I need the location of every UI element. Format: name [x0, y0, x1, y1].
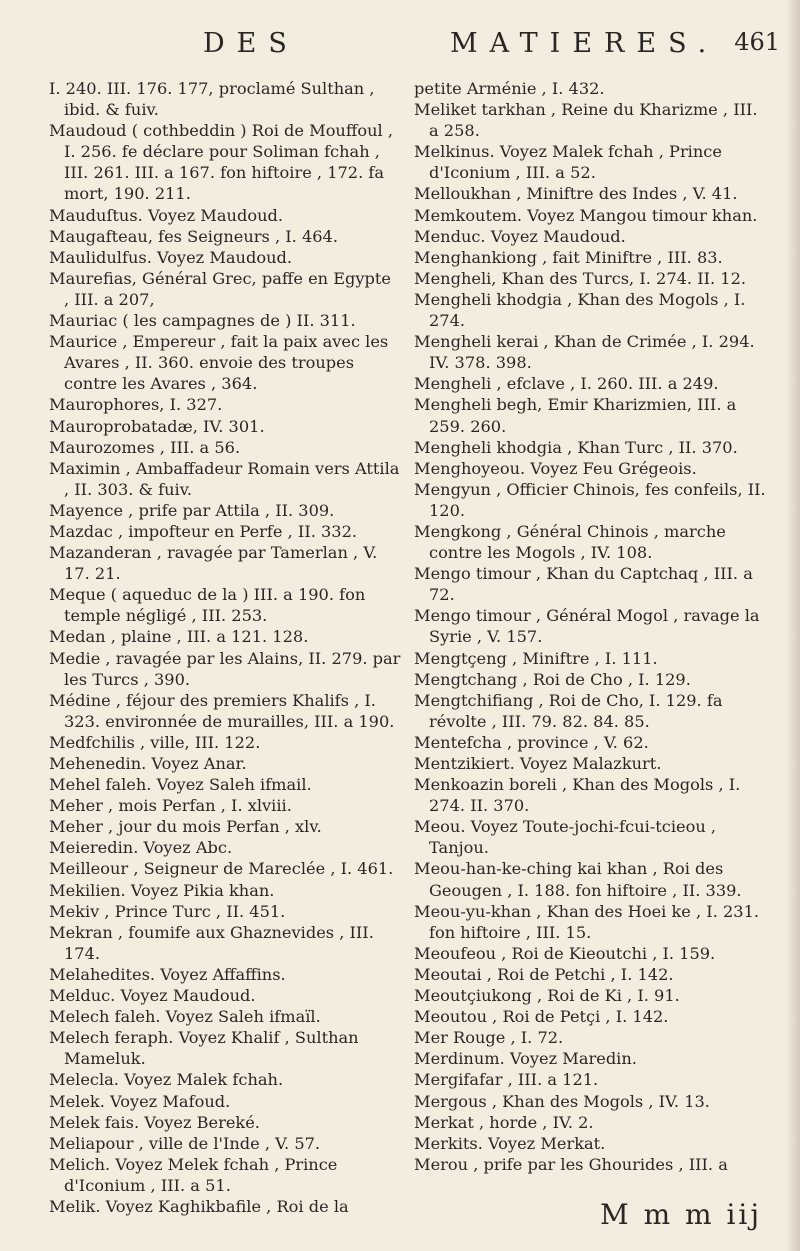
right-column	[414, 78, 766, 1175]
index-entry: Mer Rouge , I. 72.	[414, 1028, 564, 1048]
index-entry: Maudoud ( cothbeddin ) Roi de Mouffoul , I. 256. fe déclare pour Soliman fchah , III. 261. III. a 167. fon hiftoire , 172. fa mort, 190. 211.	[49, 121, 394, 204]
index-entry: Mergous , Khan des Mogols , IV. 13.	[414, 1091, 710, 1111]
index-entry: Melech faleh. Voyez Saleh ifmaïl.	[49, 1007, 321, 1027]
index-entry: Meoutçiukong , Roi de Ki , I. 91.	[414, 986, 680, 1006]
index-entry: Mengo timour , Khan du Captchaq , III. a 72.	[414, 564, 753, 605]
index-entry: Mazdac , impofteur en Perfe , II. 332.	[49, 521, 358, 541]
index-entry: Medfchilis , ville, III. 122.	[49, 732, 261, 752]
index-entry: Maugafteau, fes Seigneurs , I. 464.	[49, 226, 338, 246]
index-entry: Mauduſtus. Voyez Maudoud.	[49, 205, 283, 225]
index-entry: Meou-yu-khan , Khan des Hoei ke , I. 231. fon hiftoire , III. 15.	[414, 901, 760, 942]
index-entry: Melloukhan , Miniftre des Indes , V. 41.	[414, 184, 738, 204]
page-number: 461	[734, 28, 780, 56]
index-entry: Mengtchifiang , Roi de Cho, I. 129. fa révolte , III. 79. 82. 84. 85.	[414, 690, 723, 731]
index-entry: Meoutou , Roi de Petçi , I. 142.	[414, 1007, 669, 1027]
index-entry: Mauriac ( les campagnes de ) II. 311.	[49, 311, 356, 331]
index-entry: Melich. Voyez Melek fchah , Prince d'Iconium , III. a 51.	[49, 1154, 338, 1195]
index-entry: Meher , jour du mois Perfan , xlv.	[49, 817, 322, 837]
header-left: DES	[203, 28, 299, 59]
index-entry: Maulidulfus. Voyez Maudoud.	[49, 247, 293, 267]
index-entry: Melech feraph. Voyez Khalif , Sulthan Mameluk.	[49, 1028, 359, 1069]
index-entry: Melek fais. Voyez Bereké.	[49, 1112, 260, 1132]
index-entry: Maximin , Ambaffadeur Romain vers Attila , II. 303. & fuiv.	[49, 458, 400, 499]
index-entry: Mehenedin. Voyez Anar.	[49, 754, 247, 773]
index-entry: Mekran , foumife aux Ghaznevides , III. 174.	[49, 922, 374, 963]
left-column	[49, 78, 401, 1217]
index-entry: Melduc. Voyez Maudoud.	[49, 986, 256, 1006]
index-entry: Meher , mois Perfan , I. xlviii.	[49, 796, 292, 816]
running-header	[60, 28, 780, 68]
index-entry: Mengheli , efclave , I. 260. III. a 249.	[414, 374, 719, 394]
index-entry: Mazanderan , ravagée par Tamerlan , V. 17. 21.	[49, 543, 378, 584]
signature-mark: M m m iij	[600, 1198, 763, 1231]
index-entry: Melahedites. Voyez Affaffins.	[49, 964, 286, 984]
index-entry: Meilleour , Seigneur de Mareclée , I. 461.	[49, 859, 394, 879]
index-entry: Meliket tarkhan , Reine du Kharizme , III. a 258.	[414, 100, 758, 141]
index-entry: Melik. Voyez Kaghikbafile , Roi de la	[49, 1196, 349, 1216]
index-entry: Medie , ravagée par les Alains, II. 279. par les Turcs , 390.	[49, 648, 401, 689]
index-entry: Mergifafar , III. a 121.	[414, 1070, 599, 1090]
index-entry: Merkits. Voyez Merkat.	[414, 1133, 606, 1153]
index-entry: Mayence , prife par Attila , II. 309.	[49, 500, 335, 520]
index-entry: Mekilien. Voyez Pikia khan.	[49, 880, 275, 900]
index-entry: Menghoyeou. Voyez Feu Grégeois.	[414, 458, 697, 478]
index-entry: Mengheli, Khan des Turcs, I. 274. II. 12.	[414, 268, 747, 288]
index-entry: Melecla. Voyez Malek fchah.	[49, 1070, 284, 1090]
index-entry: Maurefias, Général Grec, paffe en Egypte , III. a 207,	[49, 268, 392, 309]
index-entry: Melkinus. Voyez Malek fchah , Prince d'Iconium , III. a 52.	[414, 142, 722, 183]
index-entry: petite Arménie , I. 432.	[414, 79, 605, 98]
index-entry: Mengheli khodgia , Khan Turc , II. 370.	[414, 437, 738, 457]
index-entry: Mengheli kerai , Khan de Crimée , I. 294. IV. 378. 398.	[414, 332, 755, 373]
index-entry: Mengtçeng , Miniftre , I. 111.	[414, 648, 658, 668]
index-entry: Mengo timour , Général Mogol , ravage la Syrie , V. 157.	[414, 606, 760, 647]
index-entry: Meou-han-ke-ching kai khan , Roi des Geougen , I. 188. fon hiftoire , II. 339.	[414, 859, 742, 900]
index-entry: Melek. Voyez Mafoud.	[49, 1091, 231, 1111]
index-entry: Maurozomes , III. a 56.	[49, 437, 241, 457]
index-entry: Mauroprobatadæ, IV. 301.	[49, 416, 265, 436]
page-edge-shadow	[786, 0, 800, 1251]
index-entry: Menduc. Voyez Maudoud.	[414, 226, 626, 246]
index-entry: Mehel faleh. Voyez Saleh ifmail.	[49, 775, 312, 795]
index-entry: Maurice , Empereur , fait la paix avec les Avares , II. 360. envoie des troupes contre les Avares , 364.	[49, 332, 389, 394]
index-entry: Merdinum. Voyez Maredin.	[414, 1049, 637, 1069]
index-entry: Menghankiong , fait Miniftre , III. 83.	[414, 247, 723, 267]
header-right: MATIERES.	[450, 28, 719, 59]
index-entry: Mekiv , Prince Turc , II. 451.	[49, 901, 286, 921]
index-entry: Mengheli begh, Emir Kharizmien, III. a 259. 260.	[414, 395, 737, 436]
index-entry: Médine , féjour des premiers Khalifs , I. 323. environnée de murailles, III. a 190.	[49, 690, 395, 731]
index-entry: Merkat , horde , IV. 2.	[414, 1112, 594, 1132]
index-entry: Maurophores, I. 327.	[49, 395, 223, 415]
index-entry: Mengkong , Général Chinois , marche contre les Mogols , IV. 108.	[414, 521, 726, 563]
index-entry: Meliapour , ville de l'Inde , V. 57.	[49, 1133, 321, 1153]
index-entry: Medan , plaine , III. a 121. 128.	[49, 627, 309, 647]
index-entry: Meoutai , Roi de Petchi , I. 142.	[414, 964, 674, 984]
index-entry: Menkoazin boreli , Khan des Mogols , I. 274. II. 370.	[414, 775, 741, 816]
index-entry: Mengyun , Officier Chinois, fes confeils, II. 120.	[414, 479, 766, 520]
index-entry: Merou , prife par les Ghourides , III. a	[414, 1154, 728, 1174]
index-entry: I. 240. III. 176. 177, proclamé Sulthan , ibid. & fuiv.	[49, 79, 375, 120]
index-entry: Memkoutem. Voyez Mangou timour khan.	[414, 205, 758, 225]
index-entry: Mengheli khodgia , Khan des Mogols , I. 274.	[414, 289, 746, 331]
index-entry: Meieredin. Voyez Abc.	[49, 838, 233, 858]
index-entry: Meou. Voyez Toute-jochi-fcui-tcieou , Tanjou.	[414, 817, 717, 858]
index-entry: Meoufeou , Roi de Kieoutchi , I. 159.	[414, 943, 716, 963]
index-entry: Mengtchang , Roi de Cho , I. 129.	[414, 669, 691, 689]
index-entry: Meque ( aqueduc de la ) III. a 190. fon temple négligé , III. 253.	[49, 585, 366, 626]
index-entry: Mentzikiert. Voyez Malazkurt.	[414, 754, 662, 773]
index-entry: Mentefcha , province , V. 62.	[414, 732, 649, 752]
